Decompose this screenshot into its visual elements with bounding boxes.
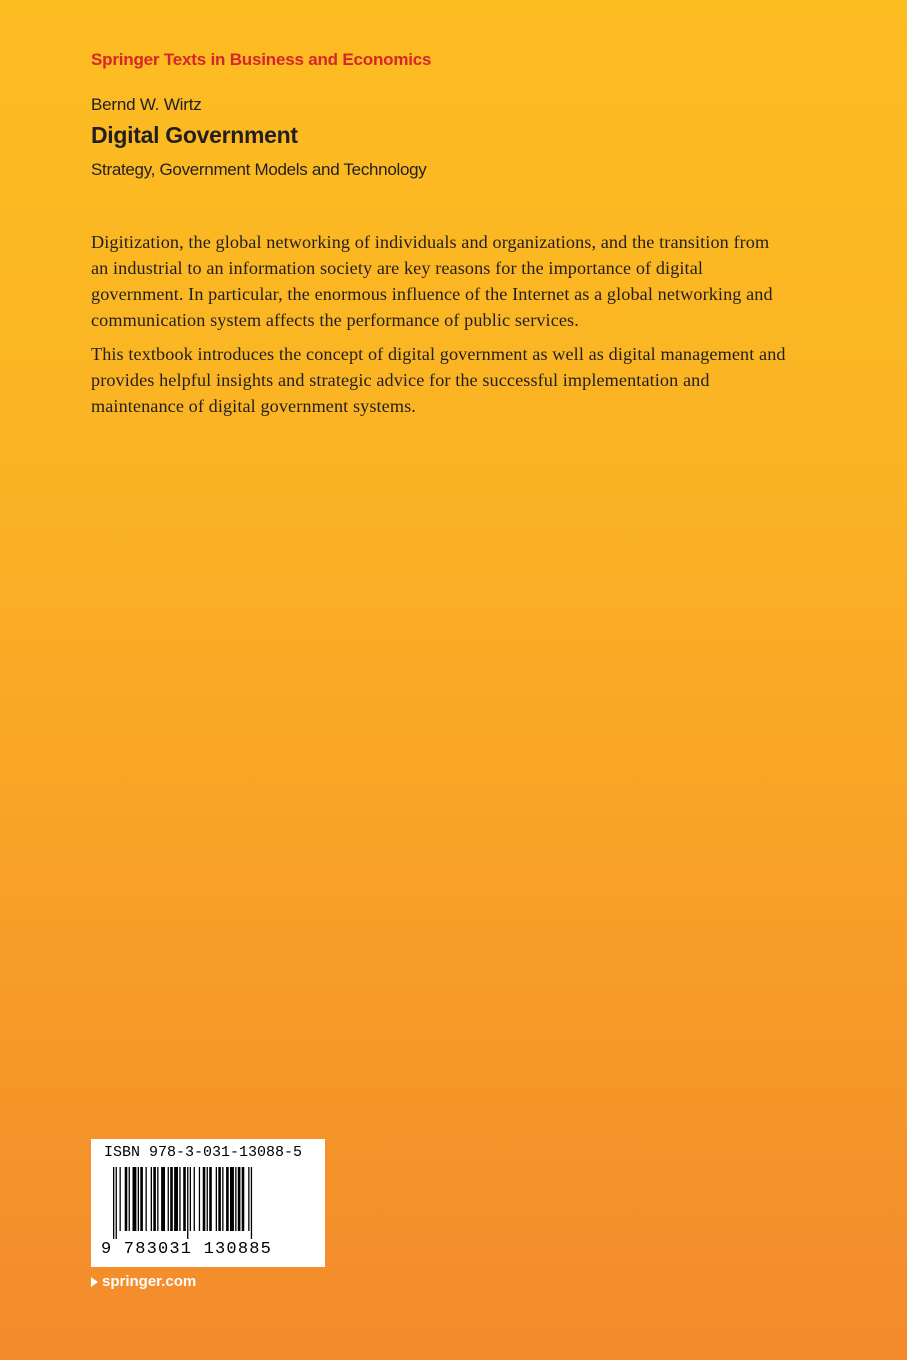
book-subtitle: Strategy, Government Models and Technology — [91, 160, 427, 179]
barcode-bar — [251, 1167, 252, 1239]
barcode-bar — [129, 1167, 130, 1231]
barcode-bar — [138, 1167, 139, 1231]
author-name: Bernd W. Wirtz — [91, 95, 202, 114]
publisher-link-text: springer.com — [102, 1273, 197, 1290]
barcode-bars — [101, 1167, 315, 1239]
barcode-bar — [248, 1167, 249, 1231]
barcode-bar — [199, 1167, 200, 1231]
barcode-bar — [113, 1167, 114, 1239]
barcode-bar — [125, 1167, 128, 1231]
barcode-bar — [190, 1167, 191, 1231]
barcode-bar — [207, 1167, 208, 1231]
barcode-bar — [151, 1167, 152, 1231]
barcode-bar — [153, 1167, 156, 1231]
barcode-digits: 9 783031 130885 — [101, 1240, 273, 1259]
barcode-bar — [183, 1167, 186, 1231]
barcode-bar — [146, 1167, 147, 1231]
barcode-bar — [203, 1167, 206, 1231]
barcode-bar — [120, 1167, 121, 1231]
description-paragraph: This textbook introduces the concept of digital government as well as digital management and provides helpful insights and strategic advice for the successful implementation and maintenance of digital government systems. — [91, 344, 786, 416]
isbn-barcode — [91, 1139, 325, 1267]
isbn-label: ISBN 978-3-031-13088-5 — [104, 1144, 303, 1161]
barcode-bar — [235, 1167, 236, 1231]
barcode-bar — [222, 1167, 223, 1231]
barcode-bar — [170, 1167, 173, 1231]
barcode-bar — [116, 1167, 117, 1239]
barcode-bar — [179, 1167, 180, 1231]
barcode-bar — [230, 1167, 234, 1231]
barcode-bar — [242, 1167, 245, 1231]
barcode-bar — [226, 1167, 229, 1231]
barcode-bar — [216, 1167, 217, 1231]
book-title: Digital Government — [91, 122, 298, 148]
barcode-bar — [133, 1167, 137, 1231]
barcode-bar — [238, 1167, 241, 1231]
barcode-bar — [161, 1167, 165, 1231]
play-arrow-icon — [91, 1277, 98, 1287]
book-description — [91, 229, 791, 427]
barcode-bar — [218, 1167, 221, 1231]
barcode-bar — [209, 1167, 212, 1231]
series-title: Springer Texts in Business and Economics — [91, 50, 432, 69]
barcode-bar — [187, 1167, 188, 1239]
barcode-bar — [168, 1167, 169, 1231]
barcode-bar — [157, 1167, 158, 1231]
barcode-bar — [194, 1167, 195, 1231]
barcode-bar — [140, 1167, 143, 1231]
barcode-bar — [174, 1167, 178, 1231]
publisher-link[interactable] — [91, 1273, 196, 1290]
description-paragraph: Digitization, the global networking of individuals and organizations, and the transition from an industrial to an information society are key reasons for the importance of digital government. In particular, the enormous influence of the Internet as a global networking and communication system affects the performance of public services. — [91, 232, 773, 330]
